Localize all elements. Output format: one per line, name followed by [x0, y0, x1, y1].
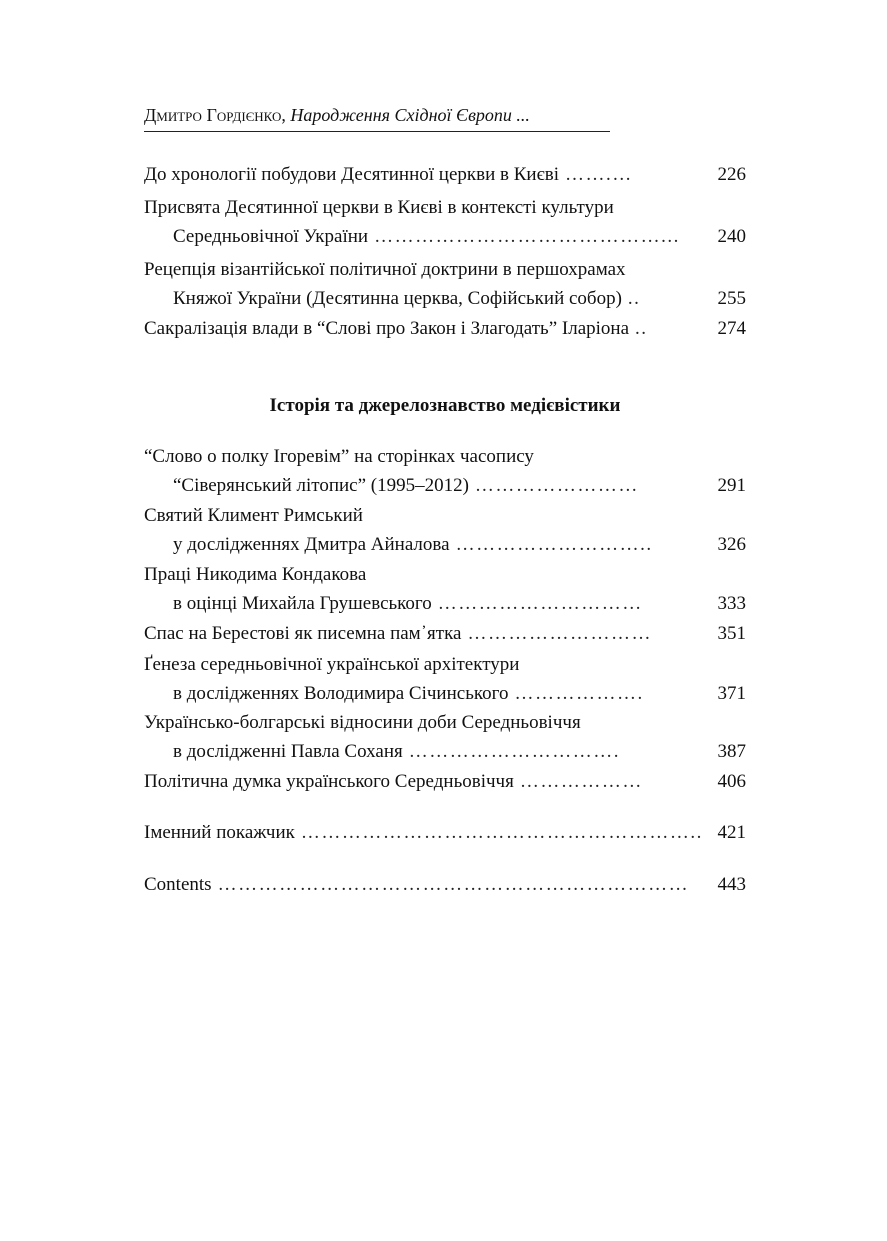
page-number: 226	[717, 164, 746, 185]
leader-dots: …………………………	[437, 593, 643, 614]
toc-entry	[144, 314, 746, 343]
toc-entry-index	[144, 818, 746, 847]
entry-title-line: “Слово о полку Ігоревім” на сторінках часопису	[144, 446, 534, 467]
toc-entry	[144, 708, 746, 766]
toc-entry	[144, 442, 746, 500]
book-title: Народження Східної Європи ...	[290, 105, 530, 125]
leader-dots: ………………………	[467, 623, 652, 644]
leader-dots: ..	[635, 318, 648, 339]
entry-title-line: Присвята Десятинної церкви в Києві в контексті культури	[144, 197, 614, 218]
page-number: 371	[717, 683, 746, 704]
leader-dots: ……………………………………...	[374, 226, 680, 247]
page-number: 387	[717, 741, 746, 762]
entry-title-line: Contents	[144, 874, 212, 895]
page-number: 291	[717, 475, 746, 496]
section-heading: Історія та джерелознавство медієвістики	[269, 395, 621, 416]
entry-title-line: Іменний покажчик	[144, 822, 295, 843]
toc-entry	[144, 193, 746, 251]
toc-entry-contents	[144, 870, 746, 899]
toc-entry	[144, 767, 746, 796]
page-number: 443	[717, 874, 746, 895]
entry-title-line: в дослідженнях Володимира Січинського	[173, 683, 509, 704]
entry-title-line: Середньовічної України	[173, 226, 369, 247]
entry-title-line: Українсько-болгарські відносини доби Середньовіччя	[144, 712, 581, 733]
page-number: 421	[717, 822, 746, 843]
leader-dots: ..	[627, 288, 641, 309]
entry-title-line: в оцінці Михайла Грушевського	[173, 593, 432, 614]
entry-title-line: Рецепція візантійської політичної доктрини в першохрамах	[144, 259, 626, 280]
author-name: Дмитро Гордієнко	[144, 105, 282, 125]
page-number: 240	[717, 226, 746, 247]
running-head: Дмитро Гордієнко, Народження Східної Європи ...	[144, 103, 610, 132]
page-number: 274	[717, 318, 746, 339]
entry-title-line: Ґенеза середньовічної української архітектури	[144, 654, 520, 675]
page-number: 351	[717, 623, 746, 644]
page-number: 406	[717, 771, 746, 792]
entry-title-line: Політична думка українського Середньовіччя	[144, 771, 514, 792]
toc-entry	[144, 255, 746, 313]
leader-dots: ……………………………………………………………	[217, 874, 690, 895]
leader-dots: ………………………….	[408, 741, 620, 762]
toc-entry	[144, 619, 746, 648]
entry-title-line: в дослідженні Павла Соханя	[173, 741, 403, 762]
toc-entry	[144, 650, 746, 708]
page-number: 255	[717, 288, 746, 309]
page-number: 326	[717, 534, 746, 555]
entry-title-line: у дослідженнях Дмитра Айналова	[173, 534, 450, 555]
page-number: 333	[717, 593, 746, 614]
entry-title-line: Святий Климент Римський	[144, 505, 363, 526]
leader-dots: …….…	[564, 164, 633, 185]
entry-title-line: Спас на Берестові як писемна пам᾽ятка	[144, 623, 462, 644]
entry-title-line: До хронології побудови Десятинної церкви в Києві	[144, 164, 559, 185]
entry-title-line: “Сіверянський літопис” (1995–2012)	[173, 475, 469, 496]
entry-title-line: Сакралізація влади в “Слові про Закон і Злагодать” Іларіона	[144, 318, 630, 339]
leader-dots: ……………….	[514, 683, 644, 704]
entry-title-line: Княжої України (Десятинна церква, Софійський собор)	[173, 288, 622, 309]
entry-title-line: Праці Никодима Кондакова	[144, 564, 367, 585]
toc-entry	[144, 160, 746, 189]
toc-entry	[144, 501, 746, 559]
leader-dots: …………………………………………………..	[300, 822, 703, 843]
leader-dots: ……………………	[474, 475, 639, 496]
leader-dots: ………………………..	[455, 534, 653, 555]
leader-dots: ………………	[519, 771, 643, 792]
toc-entry	[144, 560, 746, 618]
